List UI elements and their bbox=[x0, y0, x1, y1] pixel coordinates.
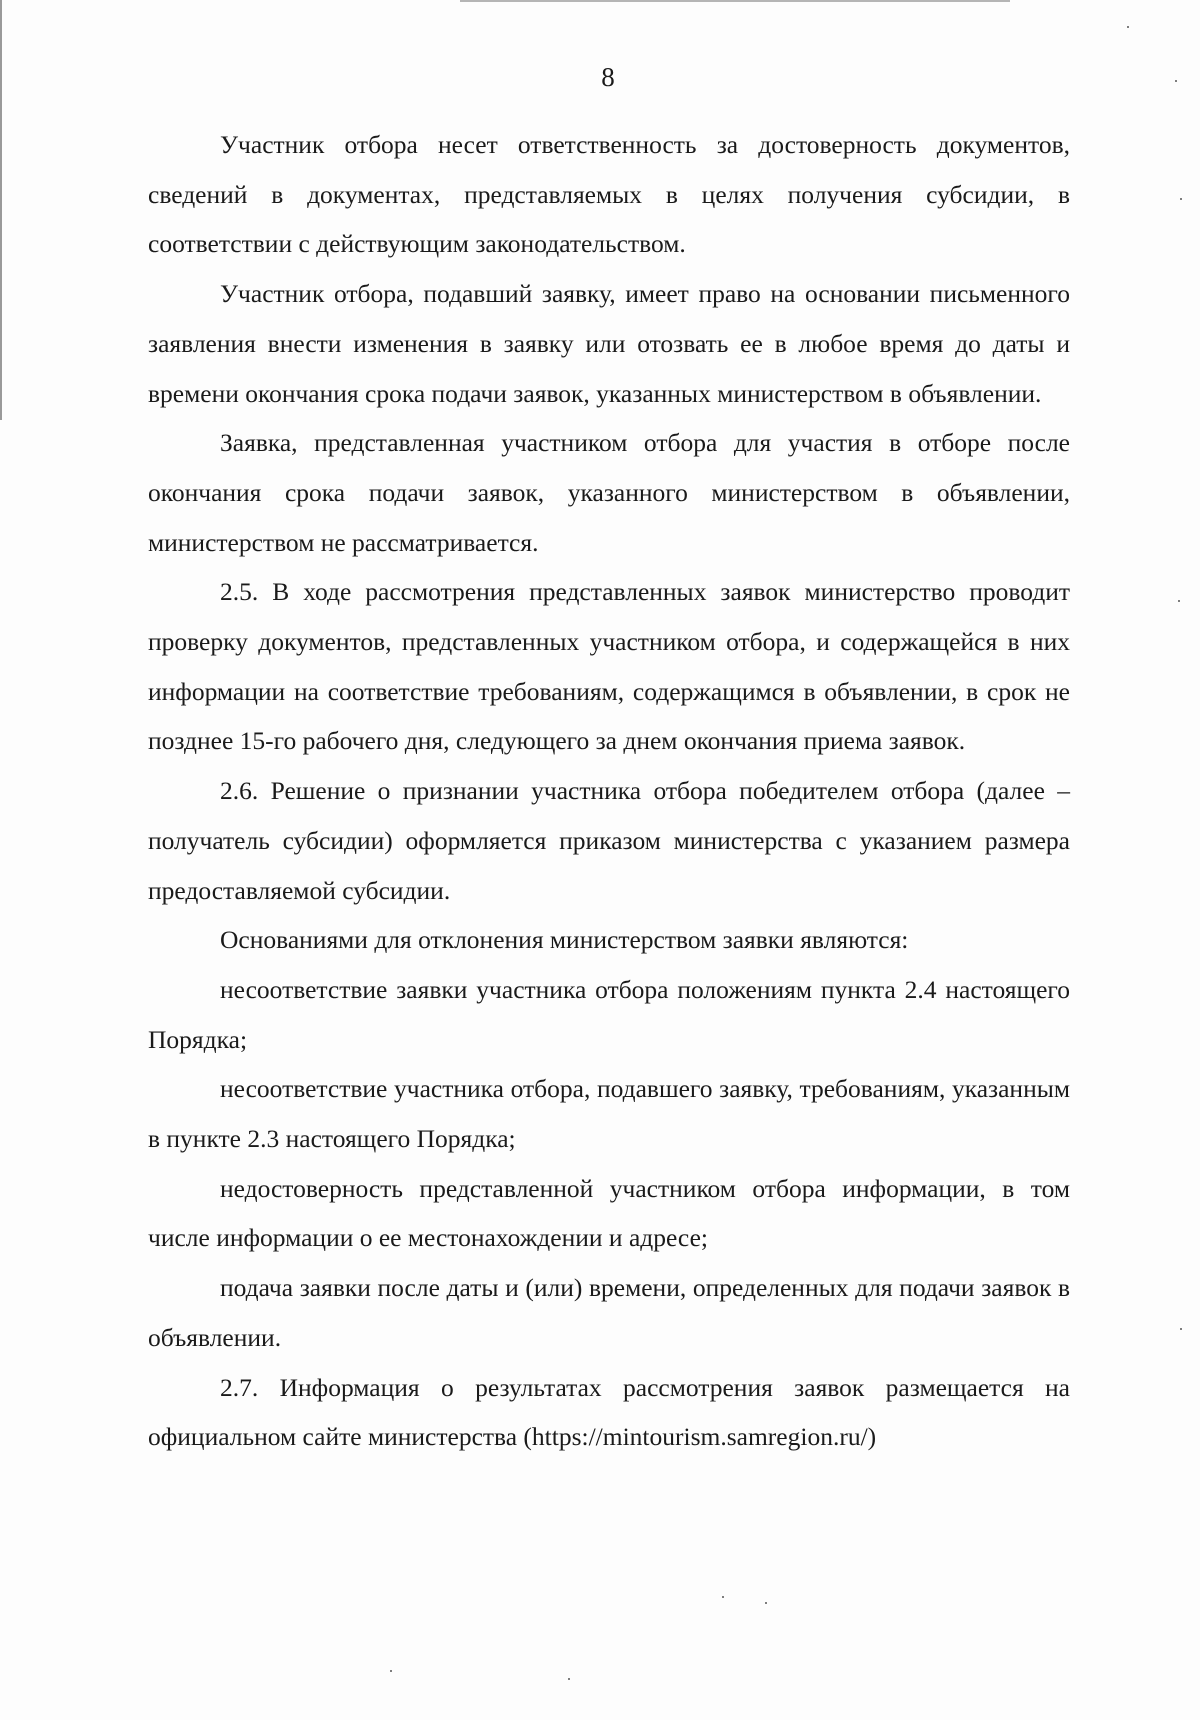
paragraph-responsibility: Участник отбора несет ответственность за достоверность документов, сведений в документах, представляемых в целях получения субсидии, в соответствии с действующим законодательством. bbox=[148, 130, 1070, 259]
list-item-grounds-1: несоответствие заявки участника отбора положениям пункта 2.4 настоящего Порядка; bbox=[148, 974, 1070, 1054]
paragraph-2-7: 2.7. Информация о результатах рассмотрения заявок размещается на официальном сайте министерства (https://mintourism.samregion.ru/) bbox=[148, 1372, 1070, 1452]
list-item-grounds-2: несоответствие участника отбора, подавшего заявку, требованиям, указанным в пункте 2.3 настоящего Порядка; bbox=[148, 1074, 1070, 1154]
paragraph-rejection-grounds: Основаниями для отклонения министерством заявки являются: bbox=[220, 925, 909, 955]
paragraph-2-6: 2.6. Решение о признании участника отбора победителем отбора (далее – получатель субсидии) оформляется приказом министерства с указанием размера предоставляемой субсидии. bbox=[148, 776, 1070, 905]
scan-speck bbox=[1178, 600, 1180, 602]
scan-border-top bbox=[460, 0, 1010, 2]
paragraph-late-application: Заявка, представленная участником отбора для участия в отборе после окончания срока подачи заявок, указанного министерством в объявлении, министерством не рассматривается. bbox=[148, 428, 1070, 557]
scan-speck bbox=[1175, 80, 1177, 82]
scan-speck bbox=[568, 1678, 570, 1680]
scan-speck bbox=[1180, 198, 1182, 200]
scan-speck bbox=[1127, 26, 1129, 28]
scan-speck bbox=[1180, 1328, 1182, 1330]
page-number: 8 bbox=[601, 62, 615, 92]
list-item-grounds-4: подача заявки после даты и (или) времени, определенных для подачи заявок в объявлении. bbox=[148, 1273, 1070, 1352]
scan-speck bbox=[765, 1602, 767, 1604]
paragraph-amend-withdraw: Участник отбора, подавший заявку, имеет право на основании письменного заявления внести изменения в заявку или отозвать ее в любое время до даты и времени окончания срока подачи заявок, указанных министерством в объявлении. bbox=[148, 279, 1070, 408]
scan-speck bbox=[390, 1670, 392, 1672]
scan-speck bbox=[722, 1596, 724, 1598]
paragraph-2-5: 2.5. В ходе рассмотрения представленных заявок министерство проводит проверку документов, представленных участником отбора, и содержащейся в них информации на соответствие требованиям, содержащимся в объявлении, в срок не позднее 15-го рабочего дня, следующего за днем окончания приема заявок. bbox=[148, 577, 1070, 756]
document-body bbox=[148, 120, 1070, 1462]
list-item-grounds-3: недостоверность представленной участником отбора информации, в том числе информации о ее местонахождении и адресе; bbox=[148, 1173, 1070, 1253]
